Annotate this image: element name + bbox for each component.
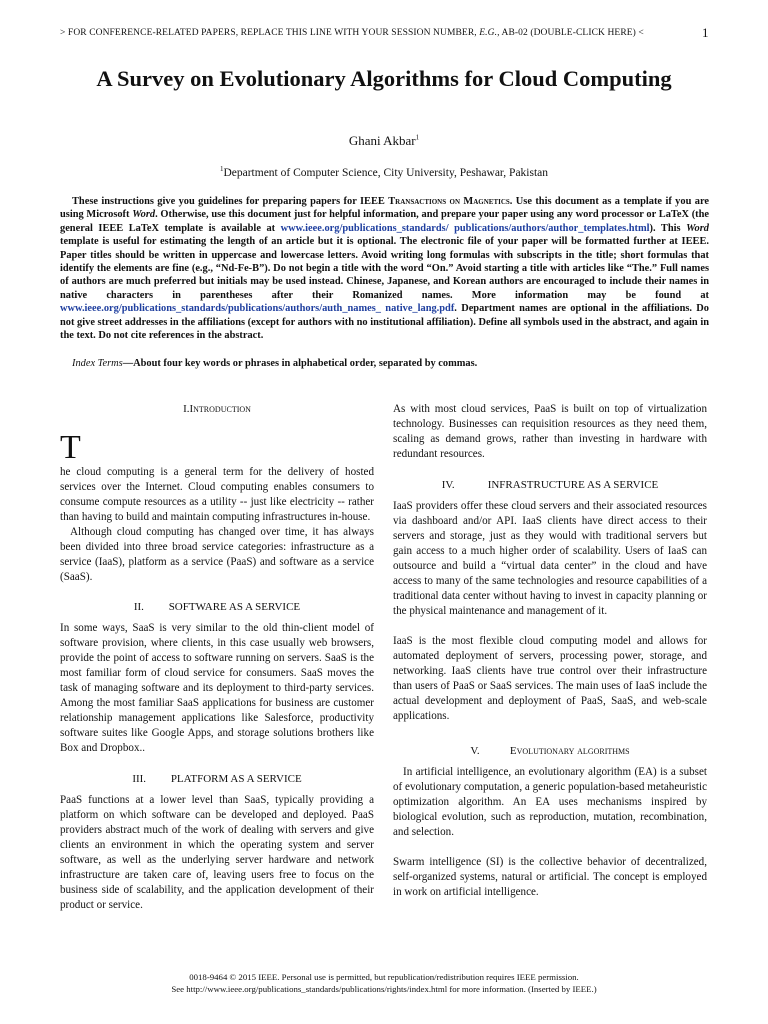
- author: [0, 133, 768, 149]
- ea-paragraph-1: In artificial intelligence, an evolutionary algorithm (EA) is a subset of evolutionary computation, a generic population-based metaheuristic optimization algorithm. An EA uses mechanisms inspired by biological evolution, such as reproduction, mutation, recombination, and selection.: [393, 766, 707, 838]
- left-column: [60, 402, 374, 913]
- section-number: II.: [133, 601, 144, 613]
- abstract-text-3: . Otherwise, use this document just for helpful information, and prepare your paper using any word processor or LaTeX (the general IEEE LaTeX template is available at: [60, 209, 710, 234]
- affiliation-text: Department of Computer Science, City University, Peshawar, Pakistan: [223, 166, 549, 179]
- abstract-text-2: . Use this document as a template if you are using Microsoft: [60, 196, 709, 221]
- abstract-word-1: Word: [132, 209, 156, 221]
- running-header-eg: E.G.: [479, 28, 498, 38]
- section-number: I.: [183, 403, 190, 415]
- section-title: Introduction: [189, 403, 251, 415]
- author-sup: 1: [415, 133, 420, 142]
- ea-paragraph-2: Swarm intelligence (SI) is the collective behavior of decentralized, self-organized systems, natural or artificial. The concept is employed in work on artificial intelligence.: [393, 856, 707, 898]
- abstract: [60, 195, 709, 342]
- paas-paragraph-1: PaaS functions at a lower level than SaaS, typically providing a platform on which software can be developed and deployed. PaaS providers abstract much of the work of dealing with servers and give clients an environment in which the operating system and server software, as well as the underlying server hardware and network infrastructure are taken care of, leaving users free to focus on the business side of scalability, and the application development of their product or service.: [60, 794, 374, 911]
- section-number: III.: [132, 773, 147, 785]
- paas-paragraph-2: As with most cloud services, PaaS is built on top of virtualization technology. Businesses can requisition resources as they need them, scaling as demand grows, rather than investing in hardware with redundant resources.: [393, 403, 707, 460]
- index-terms: [60, 358, 709, 369]
- index-terms-label: Index Terms: [72, 358, 123, 369]
- section-title: Evolutionary algorithms: [509, 745, 630, 757]
- section-heading-introduction: [60, 402, 374, 417]
- abstract-text-1: These instructions give you guidelines for preparing papers for IEEE: [72, 196, 389, 207]
- right-column: [393, 402, 707, 900]
- section-heading-iaas: [393, 478, 707, 493]
- saas-paragraph: In some ways, SaaS is very similar to the old thin-client model of software provision, where clients, in this case usually web browsers, provide the point of access to software running on servers. SaaS is the most familiar form of cloud service for consumers. SaaS moves the task of managing software and its deployment to third-party services. Among the most familiar SaaS applications for business are customer relationship management applications like Salesforce, productivity software suites like Google Apps, and storage solutions brothers like Box and Dropbox..: [60, 622, 374, 754]
- abstract-text-5: template is useful for estimating the length of an article but it is optional. The electronic file of your paper will be formatted further at IEEE. Paper titles should be written in uppercase and lowercase letters. Avoid writing long formulas with subscripts in the title; short formulas that identify the elements are fine (e.g., “Nd-Fe-B”). Do not begin a title with the word “On.” Avoid starting a title with articles like “The.” Full names of authors are much preferred but initials may be used instead. Chinese, Japanese, and Korean authors are encouraged to include their names in native characters in parentheses after their Romanized names. More information may be found at: [60, 236, 709, 301]
- affiliation-sup: 1: [219, 165, 224, 173]
- footer-line-2: See http://www.ieee.org/publications_standards/publications/rights/index.html for more information. (Inserted by IEEE.): [171, 984, 597, 994]
- running-header-text: > FOR CONFERENCE-RELATED PAPERS, REPLACE THIS LINE WITH YOUR SESSION NUMBER,: [60, 28, 480, 38]
- author-names-link[interactable]: www.ieee.org/publications_standards/publications/authors/auth_names_ native_lang.pdf: [60, 303, 455, 315]
- author-name: Ghani Akbar: [348, 133, 416, 148]
- iaas-paragraph-2: IaaS is the most flexible cloud computing model and allows for automated deployment of servers, processing power, storage, and networking. IaaS clients have true control over their infrastructure than users of PaaS or SaaS services. The main uses of IaaS include the actual development and deployment of PaaS, SaaS, and web-scale applications.: [393, 635, 707, 722]
- section-number: IV.: [441, 479, 455, 491]
- section-title: SOFTWARE AS A SERVICE: [168, 601, 301, 613]
- abstract-word-2: Word: [686, 222, 709, 234]
- section-title: INFRASTRUCTURE AS A SERVICE: [487, 479, 659, 491]
- footer-line-1: 0018-9464 © 2015 IEEE. Personal use is permitted, but republication/redistribution requires IEEE permission.: [189, 972, 579, 982]
- copyright-footer: [0, 971, 768, 995]
- affiliation: [0, 165, 768, 179]
- section-heading-evolutionary: [393, 744, 707, 759]
- abstract-text-6: . Department names are optional in the affiliations. Do not give street addresses in the affiliations (except for authors with no institutional affiliation). Define all symbols used in the abstract, and again in the text. Do not cite references in the abstract.: [60, 303, 709, 342]
- abstract-journal: Transactions on Magnetics: [388, 196, 510, 207]
- running-header: [60, 28, 710, 38]
- abstract-text-4: ). This: [649, 222, 687, 234]
- iaas-paragraph-1: IaaS providers offer these cloud servers and their associated resources via dashboard and/or API. IaaS clients have direct access to their servers and storage, just as they would with traditional servers but gain access to a much higher order of scalability. Users of IaaS can outsource and build a “virtual data center” in the cloud and have access to many of the same technologies and resource capabilities of a traditional data center without having to invest in capacity planning or the physical maintenance and management of it.: [393, 500, 707, 617]
- intro-paragraph-2: Although cloud computing has changed over time, it has always been divided into three broad service categories: infrastructure as a service (IaaS), platform as a service (PaaS) and software as a service (SaaS).: [60, 526, 374, 583]
- section-heading-saas: [60, 600, 374, 615]
- section-number: V.: [470, 745, 480, 757]
- intro-paragraph-1: he cloud computing is a general term for the delivery of hosted services over the Internet. Cloud computing enables consumers to consume compute resources as a utility -- just like electricity -- rather than having to build and maintain computing infrastructures in-house.: [60, 466, 374, 523]
- section-heading-paas: [60, 772, 374, 787]
- running-header-text-end: , AB-02 (DOUBLE-CLICK HERE) <: [497, 28, 644, 38]
- paper-title: A Survey on Evolutionary Algorithms for Cloud Computing: [96, 66, 672, 91]
- template-link[interactable]: www.ieee.org/publications_standards/ publications/authors/author_templates.html: [280, 222, 650, 234]
- drop-cap: T: [60, 429, 81, 466]
- section-title: PLATFORM AS A SERVICE: [170, 773, 302, 785]
- page-number: 1: [702, 25, 709, 40]
- index-terms-text: —About four key words or phrases in alphabetical order, separated by commas.: [122, 358, 478, 369]
